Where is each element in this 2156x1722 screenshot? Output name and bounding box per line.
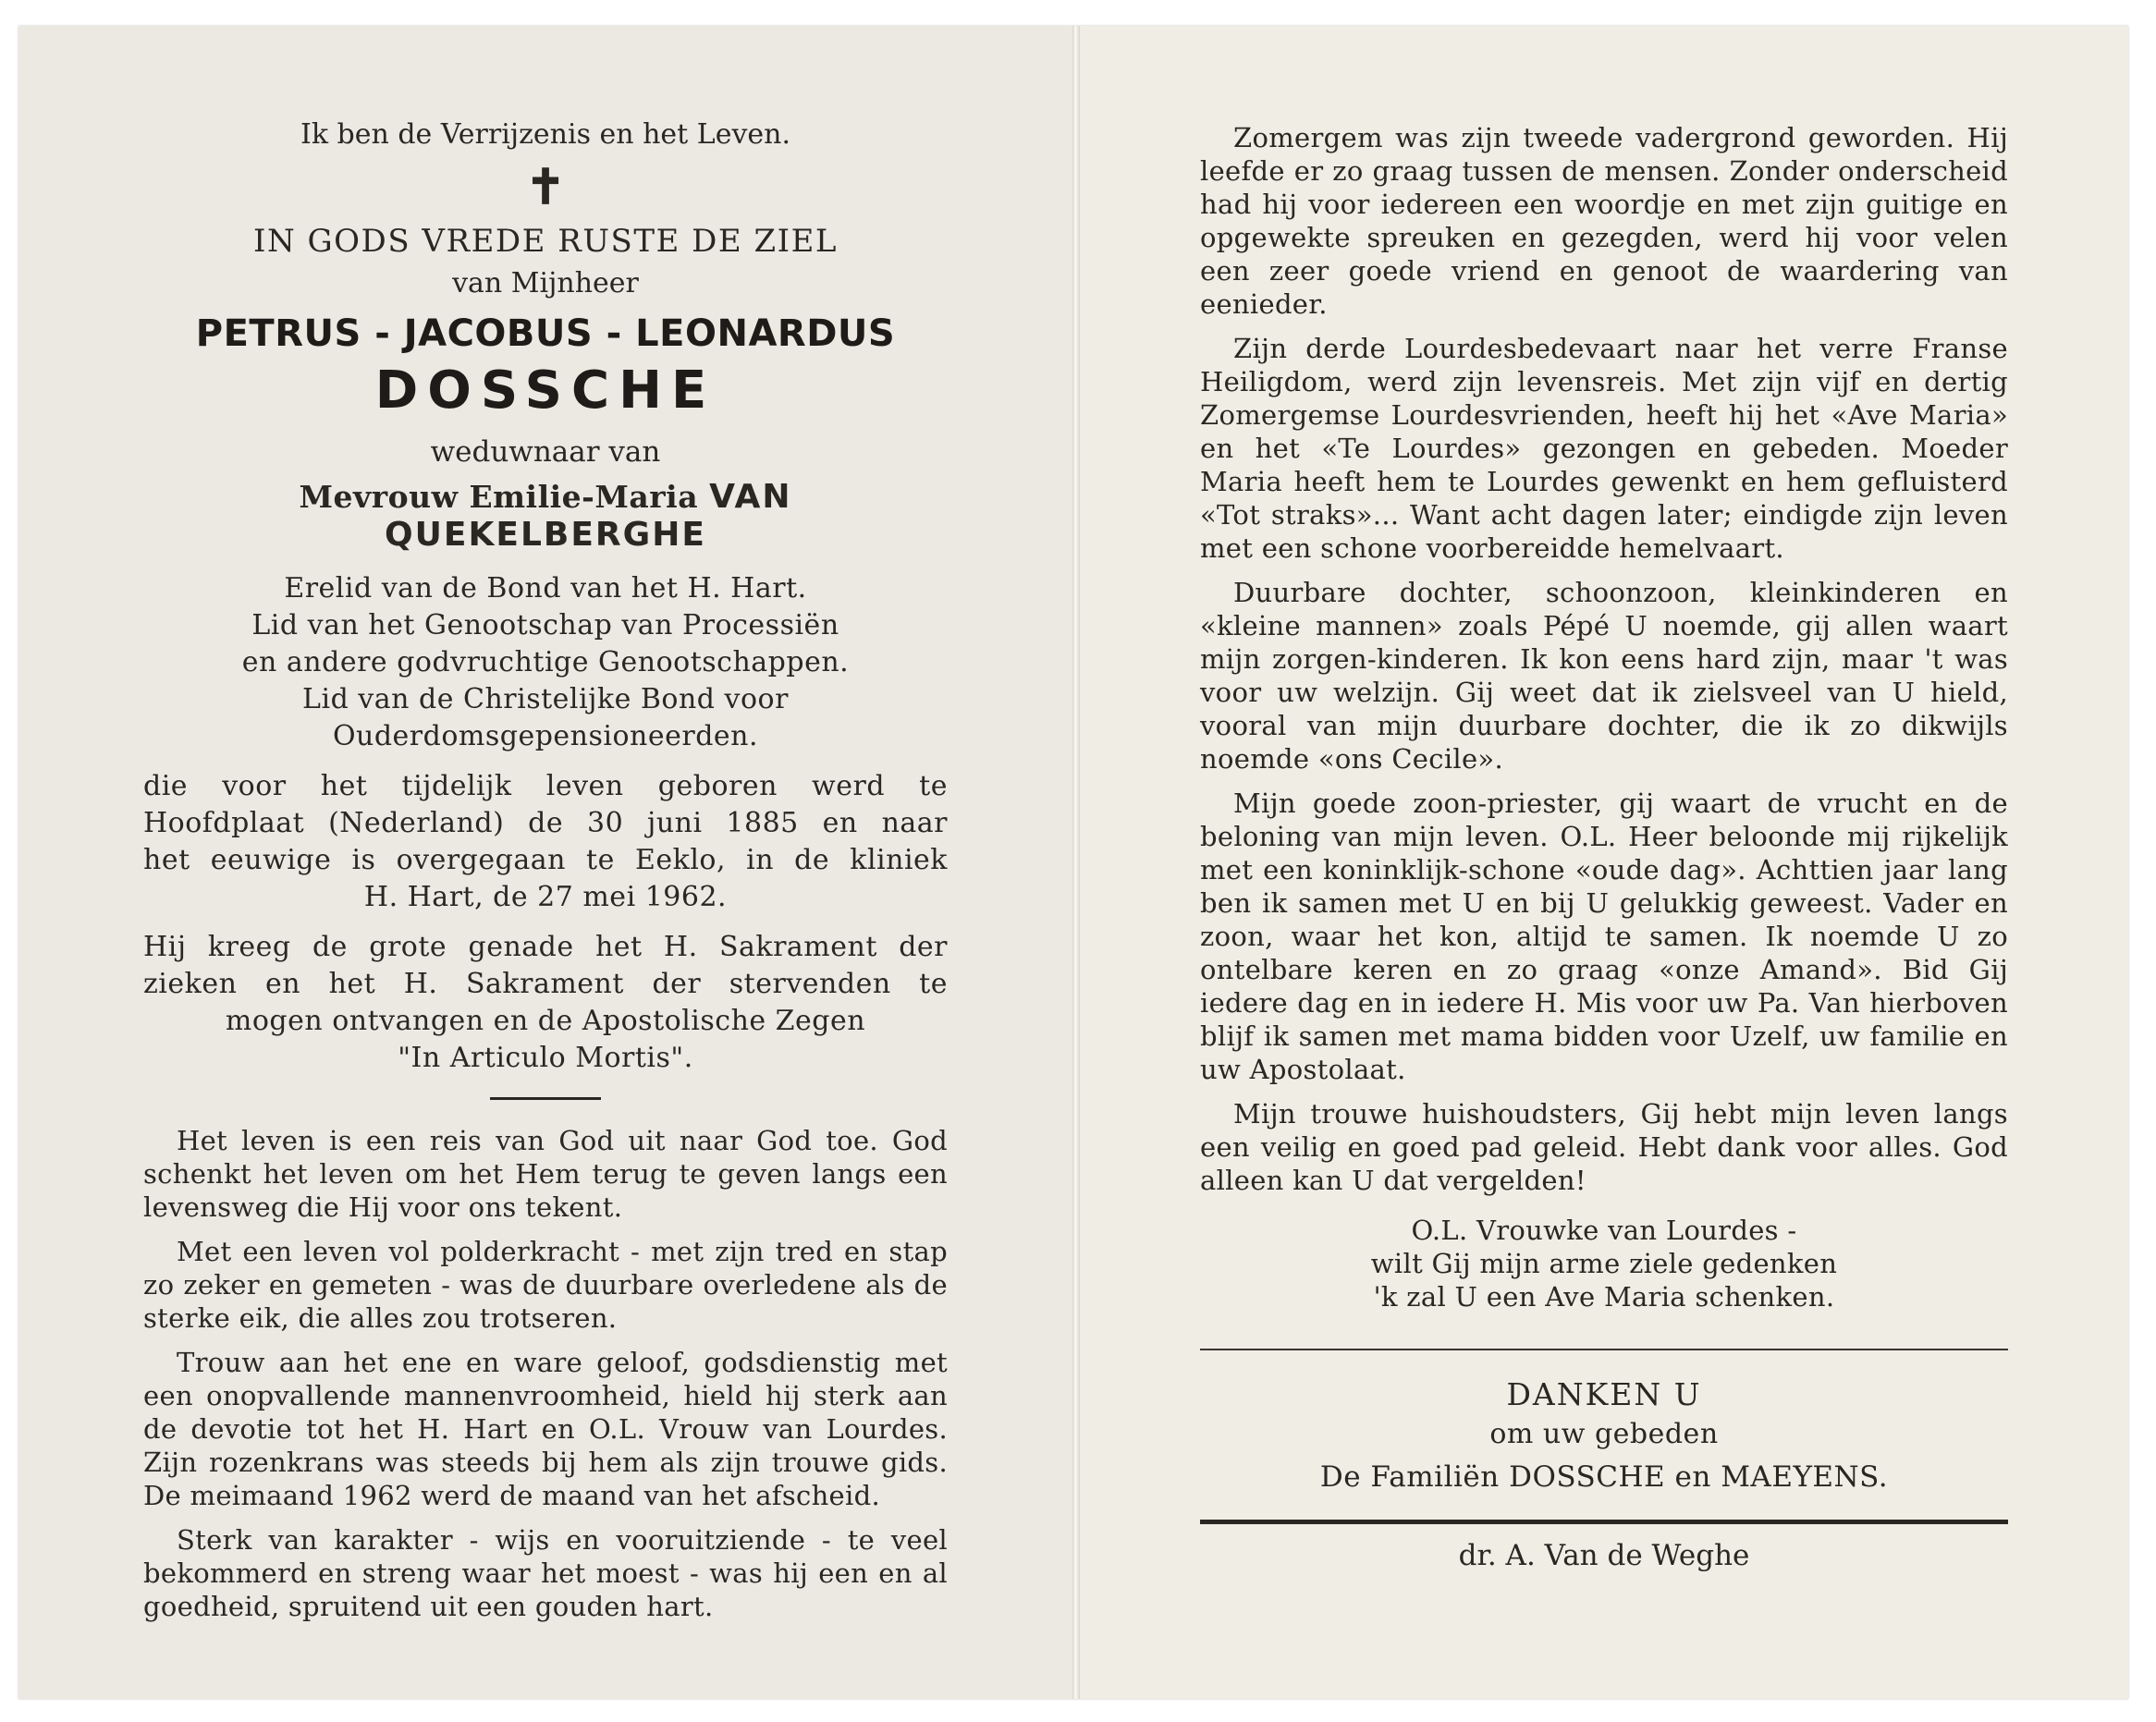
- membership-line: en andere godvruchtige Genootschappen.: [241, 646, 850, 678]
- cross-icon: ✝: [525, 159, 566, 215]
- thanks-heading: DANKEN U: [1506, 1376, 1702, 1412]
- sacrament-line: Hij kreeg de grote genade het H. Sakrament der: [143, 931, 948, 963]
- divider-thick: [1200, 1520, 2008, 1524]
- detail-line: Hoofdplaat (Nederland) de 30 juni 1885 en naar: [143, 807, 948, 839]
- tribute-paragraph: Zomergem was zijn tweede vadergrond geworden. Hij leefde er zo graag tussen de mensen. Zonder onderscheid had hij voor iedereen een woordje en met zijn guitige en opgewekte spreuken en gezegden, werd hij voor velen een zeer goede vriend en genoot de waardering van eenieder.: [1200, 122, 2008, 320]
- poem-line: 'k zal U een Ave Maria schenken.: [1373, 1281, 1835, 1313]
- left-tribute: [143, 1124, 948, 1623]
- deceased-title: van Mijnheer: [452, 267, 639, 299]
- poem-line: wilt Gij mijn arme ziele gedenken: [1370, 1248, 1838, 1279]
- tribute-paragraph: Duurbare dochter, schoonzoon, kleinkinderen en «kleine mannen» zoals Pépé U noemde, gij allen waart mijn zorgen-kinderen. Ik kon eens hard zijn, maar 't was voor uw welzijn. Gij weet dat ik zielsveel van U hield, vooral van mijn duurbare dochter, die ik zo dikwijls noemde «ons Cecile».: [1200, 577, 2008, 775]
- membership-line: Lid van het Genootschap van Processiën: [251, 609, 839, 641]
- right-page: [1080, 26, 2128, 1699]
- right-tribute: [1200, 121, 2008, 1197]
- spouse-surname: VAN QUEKELBERGHE: [385, 478, 792, 554]
- deceased-surname: DOSSCHE: [374, 360, 717, 421]
- sacrament-line: zieken en het H. Sakrament der stervenden te: [143, 968, 948, 1000]
- sacrament-line: "In Articulo Mortis".: [398, 1042, 693, 1074]
- tribute-paragraph: Trouw aan het ene en ware geloof, godsdienstig met een onopvallende mannenvroomheid, hield hij sterk aan de devotie tot het H. Hart en O.L. Vrouw van Lourdes. Zijn rozenkrans was steeds bij hem als zijn trouwe gids. De meimaand 1962 werd de maand van het afscheid.: [143, 1347, 948, 1511]
- tribute-paragraph: Met een leven vol polderkracht - met zijn tred en stap zo zeker en gemeten - was de duurbare overledene als de sterke eik, die alles zou trotseren.: [143, 1236, 948, 1334]
- divider: [490, 1097, 601, 1100]
- left-page: [18, 26, 1072, 1699]
- rest-in-peace-heading: IN GODS VREDE RUSTE DE ZIEL: [253, 223, 838, 260]
- widower-of: weduwnaar van: [430, 435, 661, 469]
- tribute-paragraph: Mijn goede zoon-priester, gij waart de vrucht en de beloning van mijn leven. O.L. Heer beloonde mij rijkelijk met een koninklijk-schone «oude dag». Achttien jaar lang ben ik samen met U en bij U gelukkig geweest. Vader en zoon, waar het kon, altijd te samen. Ik noemde U zo ontelbare keren en zo graag «onze Amand». Bid Gij iedere dag en in iedere H. Mis voor uw Pa. Van hierboven blijf ik samen met mama bidden voor Uzelf, uw familie en uw Apostolaat.: [1200, 788, 2008, 1085]
- deceased-given-names: PETRUS - JACOBUS - LEONARDUS: [195, 312, 896, 355]
- card-fold: [1072, 26, 1080, 1699]
- divider: [1200, 1349, 2008, 1350]
- sacraments: [143, 929, 948, 1077]
- spouse-name: [143, 478, 948, 554]
- membership-line: Lid van de Christelijke Bond voor: [302, 683, 789, 715]
- doctor-line: dr. A. Van de Weghe: [1458, 1539, 1750, 1572]
- thanks-subtitle: om uw gebeden: [1489, 1418, 1719, 1450]
- tribute-paragraph: Sterk van karakter - wijs en vooruitziende - te veel bekommerd en streng waar het moest - was hij een en al goedheid, spruitend uit een gouden hart.: [143, 1524, 948, 1622]
- families-line: De Familiën DOSSCHE en MAEYENS.: [1319, 1460, 1889, 1494]
- poem-line: O.L. Vrouwke van Lourdes -: [1411, 1215, 1797, 1246]
- detail-line: het eeuwige is overgegaan te Eeklo, in de kliniek: [143, 844, 948, 876]
- memorial-card: [18, 26, 2128, 1699]
- tribute-paragraph: Zijn derde Lourdesbedevaart naar het verre Franse Heiligdom, werd zijn levensreis. Met zijn vijf en dertig Zomergemse Lourdesvrienden, heeft hij het «Ave Maria» en het «Te Lourdes» gezongen en gebeden. Moeder Maria heeft hem te Lourdes gewenkt en hem gefluisterd «Tot straks»... Want acht dagen later; eindigde zijn leven met een schone voorbereidde hemelvaart.: [1200, 333, 2008, 564]
- detail-line: die voor het tijdelijk leven geboren werd te: [143, 770, 948, 802]
- bible-verse: Ik ben de Verrijzenis en het Leven.: [300, 118, 791, 151]
- memberships: [143, 570, 948, 755]
- tribute-paragraph: Het leven is een reis van God uit naar God toe. God schenkt het leven om het Hem terug te geven langs een levensweg die Hij voor ons tekent.: [143, 1125, 948, 1223]
- sacrament-line: mogen ontvangen en de Apostolische Zegen: [225, 1005, 866, 1037]
- birth-death-details: [143, 768, 948, 916]
- membership-line: Ouderdomsgepensioneerden.: [332, 720, 759, 752]
- detail-line: H. Hart, de 27 mei 1962.: [363, 881, 728, 913]
- membership-line: Erelid van de Bond van het H. Hart.: [284, 572, 807, 605]
- prayer-poem: [1200, 1214, 2008, 1313]
- tribute-paragraph: Mijn trouwe huishoudsters, Gij hebt mijn leven langs een veilig en goed pad geleid. Hebt dank voor alles. God alleen kan U dat vergelden!: [1200, 1098, 2008, 1196]
- spouse-prefix: Mevrouw Emilie-Maria: [299, 479, 699, 515]
